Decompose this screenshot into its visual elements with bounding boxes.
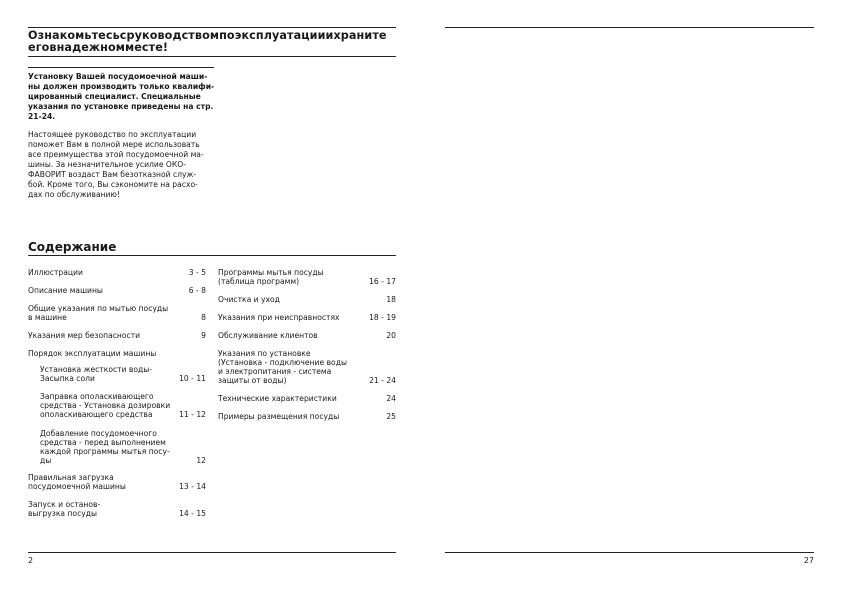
intro-bold-line: ны должен производить только квалифи-: [28, 82, 215, 91]
intro-line: дах по обслуживанию!: [28, 190, 120, 199]
toc-entry: [218, 394, 396, 403]
toc-entry-page: 18: [386, 295, 396, 304]
toc-entry: [218, 412, 396, 421]
toc-entry: [28, 365, 206, 383]
toc-entry-page: 12: [196, 456, 206, 465]
toc-entry-line: Примеры размещения посуды: [218, 412, 340, 421]
header-rule: [445, 27, 814, 28]
toc-entry-title: [28, 331, 206, 340]
toc-entry-line: средства - перед выполнением: [40, 438, 166, 447]
toc-entry: [28, 268, 206, 277]
footer-rule: [28, 552, 396, 553]
header-rule: [28, 27, 396, 28]
toc-entry: [218, 313, 396, 322]
toc-entry-page: 18 - 19: [369, 313, 396, 322]
toc-entry-line: (таблица программ): [218, 277, 300, 286]
header-underline: [28, 56, 396, 57]
toc-entry-line: Порядок эксплуатации машины: [28, 349, 157, 358]
toc-entry-page: 21 - 24: [369, 376, 396, 385]
toc-entry-line: посудомоечной машины: [28, 482, 126, 491]
toc-entry: [218, 331, 396, 340]
intro-line: все преимущества этой посудомоечной ма-: [28, 150, 204, 159]
intro-bold-line: указания по установке приведены на стр.: [28, 102, 214, 111]
toc-entry-line: Указания при неисправностях: [218, 313, 340, 322]
toc-entry-page: 6 - 8: [188, 286, 206, 295]
header-title-line2: еговнадежномместе!: [28, 41, 169, 54]
toc-entry: [28, 500, 206, 518]
toc-entry-title: [218, 331, 396, 340]
toc-entry-line: средства - Установка дозировки: [40, 401, 171, 410]
toc-entry-page: 11 - 12: [179, 410, 206, 419]
toc-entry-line: Запуск и останов-: [28, 500, 101, 509]
intro-line: Настоящее руководство по эксплуатации: [28, 130, 197, 139]
toc-entry-title: [28, 304, 206, 322]
toc-entry-line: Засыпка соли: [40, 374, 95, 383]
toc-entry: [28, 392, 206, 419]
toc-entry-line: и электропитания - система: [218, 367, 332, 376]
contents-rule: [28, 255, 396, 256]
toc-entry-page: 20: [386, 331, 396, 340]
contents-column-left: [28, 268, 206, 518]
toc-entry: [218, 295, 396, 304]
toc-entry-line: выгрузка посуды: [28, 509, 97, 518]
intro-bold-line: цированный специалист. Специальные: [28, 92, 201, 101]
toc-entry-line: Указания мер безопасности: [28, 331, 141, 340]
toc-entry-page: 16 - 17: [369, 277, 396, 286]
toc-entry-line: Описание машины: [28, 286, 103, 295]
toc-entry-page: 14 - 15: [179, 509, 206, 518]
toc-entry: [218, 268, 396, 286]
toc-entry-line: Программы мытья посуды: [218, 268, 324, 277]
column-top-rule: [28, 67, 214, 68]
toc-entry-title: [218, 295, 396, 304]
toc-entry-line: Правильная загрузка: [28, 473, 114, 482]
toc-entry: [28, 473, 206, 491]
toc-entry-line: Иллюстрации: [28, 268, 83, 277]
toc-entry-line: Установка жесткости воды-: [40, 365, 153, 374]
toc-entry-page: 9: [201, 331, 206, 340]
right-page: [421, 0, 842, 595]
toc-entry: [28, 349, 206, 358]
toc-entry-line: Общие указания по мытью посуды: [28, 304, 169, 313]
contents-title: Содержание: [28, 240, 117, 254]
intro-line: шины. За незначительное усилие ОКО-: [28, 160, 187, 169]
toc-entry-line: Очистка и уход: [218, 295, 280, 304]
page-number: 2: [28, 556, 34, 565]
toc-entry-page: 3 - 5: [188, 268, 206, 277]
toc-entry-line: ды: [40, 456, 52, 465]
footer-rule: [445, 552, 814, 553]
toc-entry-line: в машине: [28, 313, 67, 322]
intro-line: поможет Вам в полной мере использовать: [28, 140, 200, 149]
toc-entry-line: Указания по установке: [218, 349, 311, 358]
toc-entry-line: (Установка - подключение воды: [218, 358, 347, 367]
toc-entry-line: Заправка ополаскивающего: [40, 392, 154, 401]
intro-line: бой. Кроме того, Вы сэкономите на расхо-: [28, 180, 198, 189]
page-number: 27: [803, 556, 814, 565]
toc-entry: [28, 304, 206, 322]
toc-entry-title: [28, 429, 206, 465]
toc-entry-page: 13 - 14: [179, 482, 206, 491]
toc-entry-page: 25: [386, 412, 396, 421]
toc-entry-page: 8: [201, 313, 206, 322]
toc-entry-page: 10 - 11: [179, 374, 206, 383]
toc-entry-title: [28, 349, 206, 358]
toc-entry: [218, 349, 396, 385]
toc-entry-line: каждой программы мытья посу-: [40, 447, 170, 456]
intro-bold-line: 21-24.: [28, 112, 56, 121]
intro-paragraph: [28, 130, 214, 200]
toc-entry-title: [28, 286, 206, 295]
toc-entry: [28, 429, 206, 465]
header-title-line1: Ознакомьтесьсруководствомпоэксплуатацииихраните: [28, 29, 387, 42]
contents-column-right: [218, 268, 396, 421]
toc-entry-line: Технические характеристики: [218, 394, 337, 403]
toc-entry-line: Добавление посудомоечного: [40, 429, 157, 438]
toc-entry-title: [218, 412, 396, 421]
toc-entry: [28, 286, 206, 295]
header-title: [28, 30, 387, 54]
toc-entry: [28, 331, 206, 340]
intro-bold-paragraph: [28, 72, 214, 122]
toc-entry-line: ополаскивающего средства: [40, 410, 153, 419]
toc-entry-title: [218, 394, 396, 403]
toc-entry-title: [28, 268, 206, 277]
toc-entry-line: защиты от воды): [218, 376, 287, 385]
intro-line: ФАВОРИТ воздаст Вам безотказной служ-: [28, 170, 197, 179]
toc-entry-page: 24: [386, 394, 396, 403]
toc-entry-line: Обслуживание клиентов: [218, 331, 318, 340]
intro-bold-line: Установку Вашей посудомоечной маши-: [28, 72, 208, 81]
